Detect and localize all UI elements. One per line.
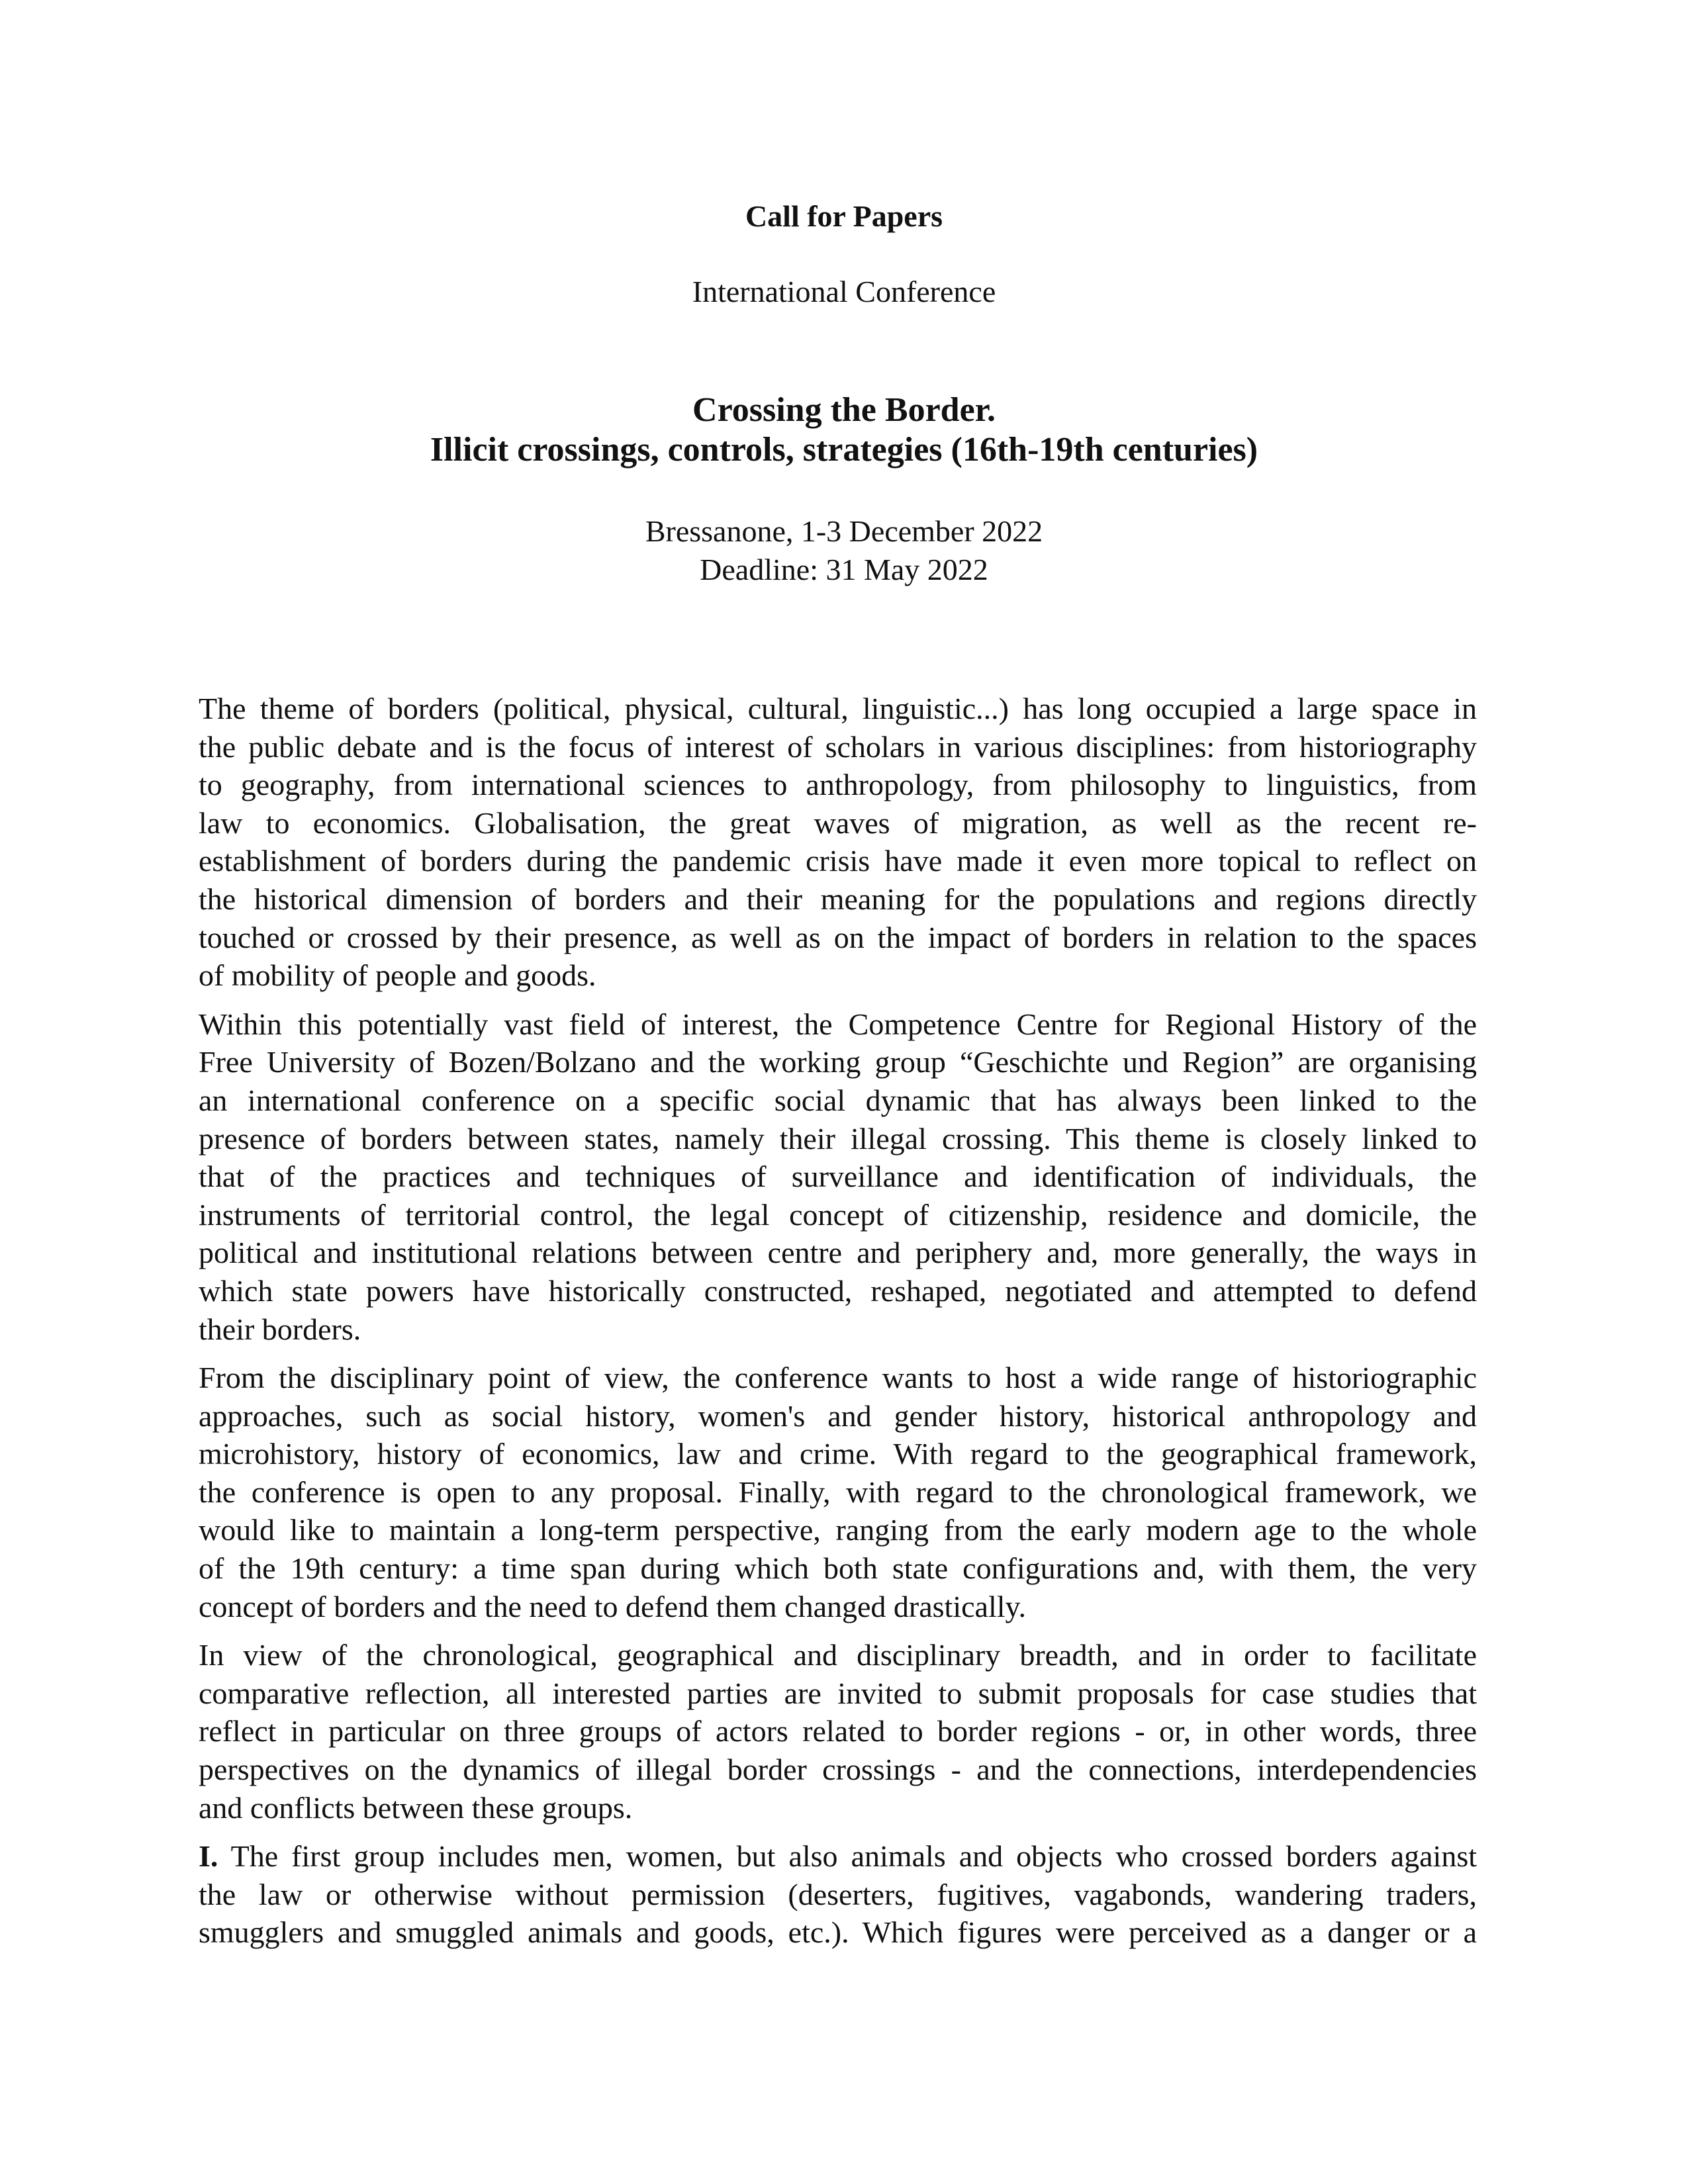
text-line: an international conference on a specific social dynamic that has always been linked to the	[199, 1083, 1477, 1117]
text-line: and conflicts between these groups.	[199, 1790, 633, 1825]
conference-meta	[0, 512, 1688, 589]
title-line-1: Crossing the Border.	[692, 391, 996, 429]
text-line: law to economics. Globalisation, the great waves of migration, as well as the recent re-	[199, 805, 1477, 840]
deadline: Deadline: 31 May 2022	[700, 553, 988, 586]
text-line: the conference is open to any proposal. Finally, with regard to the chronological framework, we	[199, 1475, 1477, 1509]
paragraph-5	[199, 1837, 1477, 1952]
text-line: microhistory, history of economics, law and crime. With regard to the geographical framework,	[199, 1437, 1477, 1471]
body-text	[199, 690, 1477, 1962]
text-line: touched or crossed by their presence, as well as on the impact of borders in relation to the spaces	[199, 920, 1477, 954]
text-line: comparative reflection, all interested parties are invited to submit proposals for case studies that	[199, 1676, 1477, 1710]
text-line: Within this potentially vast field of interest, the Competence Centre for Regional History of the	[199, 1007, 1477, 1041]
text-line: political and institutional relations between centre and periphery and, more generally, the ways in	[199, 1236, 1477, 1270]
text-line: that of the practices and techniques of surveillance and identification of individuals, the	[199, 1160, 1477, 1194]
text-line: The theme of borders (political, physical, cultural, linguistic...) has long occupied a large space in	[199, 692, 1477, 725]
text-line: the law or otherwise without permission (deserters, fugitives, vagabonds, wandering traders,	[199, 1877, 1477, 1911]
conference-title	[0, 390, 1688, 470]
text-line: of the 19th century: a time span during which both state configurations and, with them, the very	[199, 1551, 1477, 1586]
place-date: Bressanone, 1-3 December 2022	[645, 514, 1043, 548]
text-line: reflect in particular on three groups of actors related to border regions - or, in other words, three	[199, 1714, 1477, 1749]
paragraph-3	[199, 1359, 1477, 1625]
text-line: would like to maintain a long-term perspective, ranging from the early modern age to the whole	[199, 1513, 1477, 1547]
group-numeral: I.	[199, 1839, 218, 1874]
text-line: their borders.	[199, 1312, 361, 1346]
text-line: of mobility of people and goods.	[199, 958, 596, 993]
text-line	[199, 1837, 1477, 1876]
text-line: approaches, such as social history, women's and gender history, historical anthropology and	[199, 1398, 1477, 1433]
text-line: which state powers have historically constructed, reshaped, negotiated and attempted to defend	[199, 1273, 1477, 1308]
text-line: presence of borders between states, namely their illegal crossing. This theme is closely linked to	[199, 1121, 1477, 1156]
text-line: concept of borders and the need to defend them changed drastically.	[199, 1589, 1027, 1623]
conference-type: International Conference	[692, 275, 996, 308]
call-for-papers-heading: Call for Papers	[745, 199, 943, 233]
text-line: In view of the chronological, geographical and disciplinary breadth, and in order to facilitate	[199, 1638, 1477, 1672]
text-line: instruments of territorial control, the legal concept of citizenship, residence and domicile, the	[199, 1197, 1477, 1232]
title-line-2: Illicit crossings, controls, strategies (16th-19th centuries)	[430, 431, 1258, 469]
text-line: Free University of Bozen/Bolzano and the working group “Geschichte und Region” are organising	[199, 1045, 1477, 1079]
text-line: to geography, from international sciences to anthropology, from philosophy to linguistics, from	[199, 768, 1477, 802]
paragraph-2	[199, 1005, 1477, 1348]
text-line: the historical dimension of borders and their meaning for the populations and regions directly	[199, 882, 1477, 916]
text-line: smugglers and smuggled animals and goods, etc.). Which figures were perceived as a danger or a	[199, 1915, 1477, 1950]
text-line: the public debate and is the focus of interest of scholars in various disciplines: from historiography	[199, 729, 1477, 764]
text-line: perspectives on the dynamics of illegal border crossings - and the connections, interdependencies	[199, 1752, 1477, 1787]
text-line-rest: The first group includes men, women, but also animals and objects who crossed borders against	[218, 1839, 1477, 1874]
text-line: establishment of borders during the pandemic crisis have made it even more topical to reflect on	[199, 844, 1477, 878]
paragraph-1	[199, 690, 1477, 995]
text-line: From the disciplinary point of view, the conference wants to host a wide range of historiographic	[199, 1361, 1477, 1395]
paragraph-4	[199, 1636, 1477, 1827]
